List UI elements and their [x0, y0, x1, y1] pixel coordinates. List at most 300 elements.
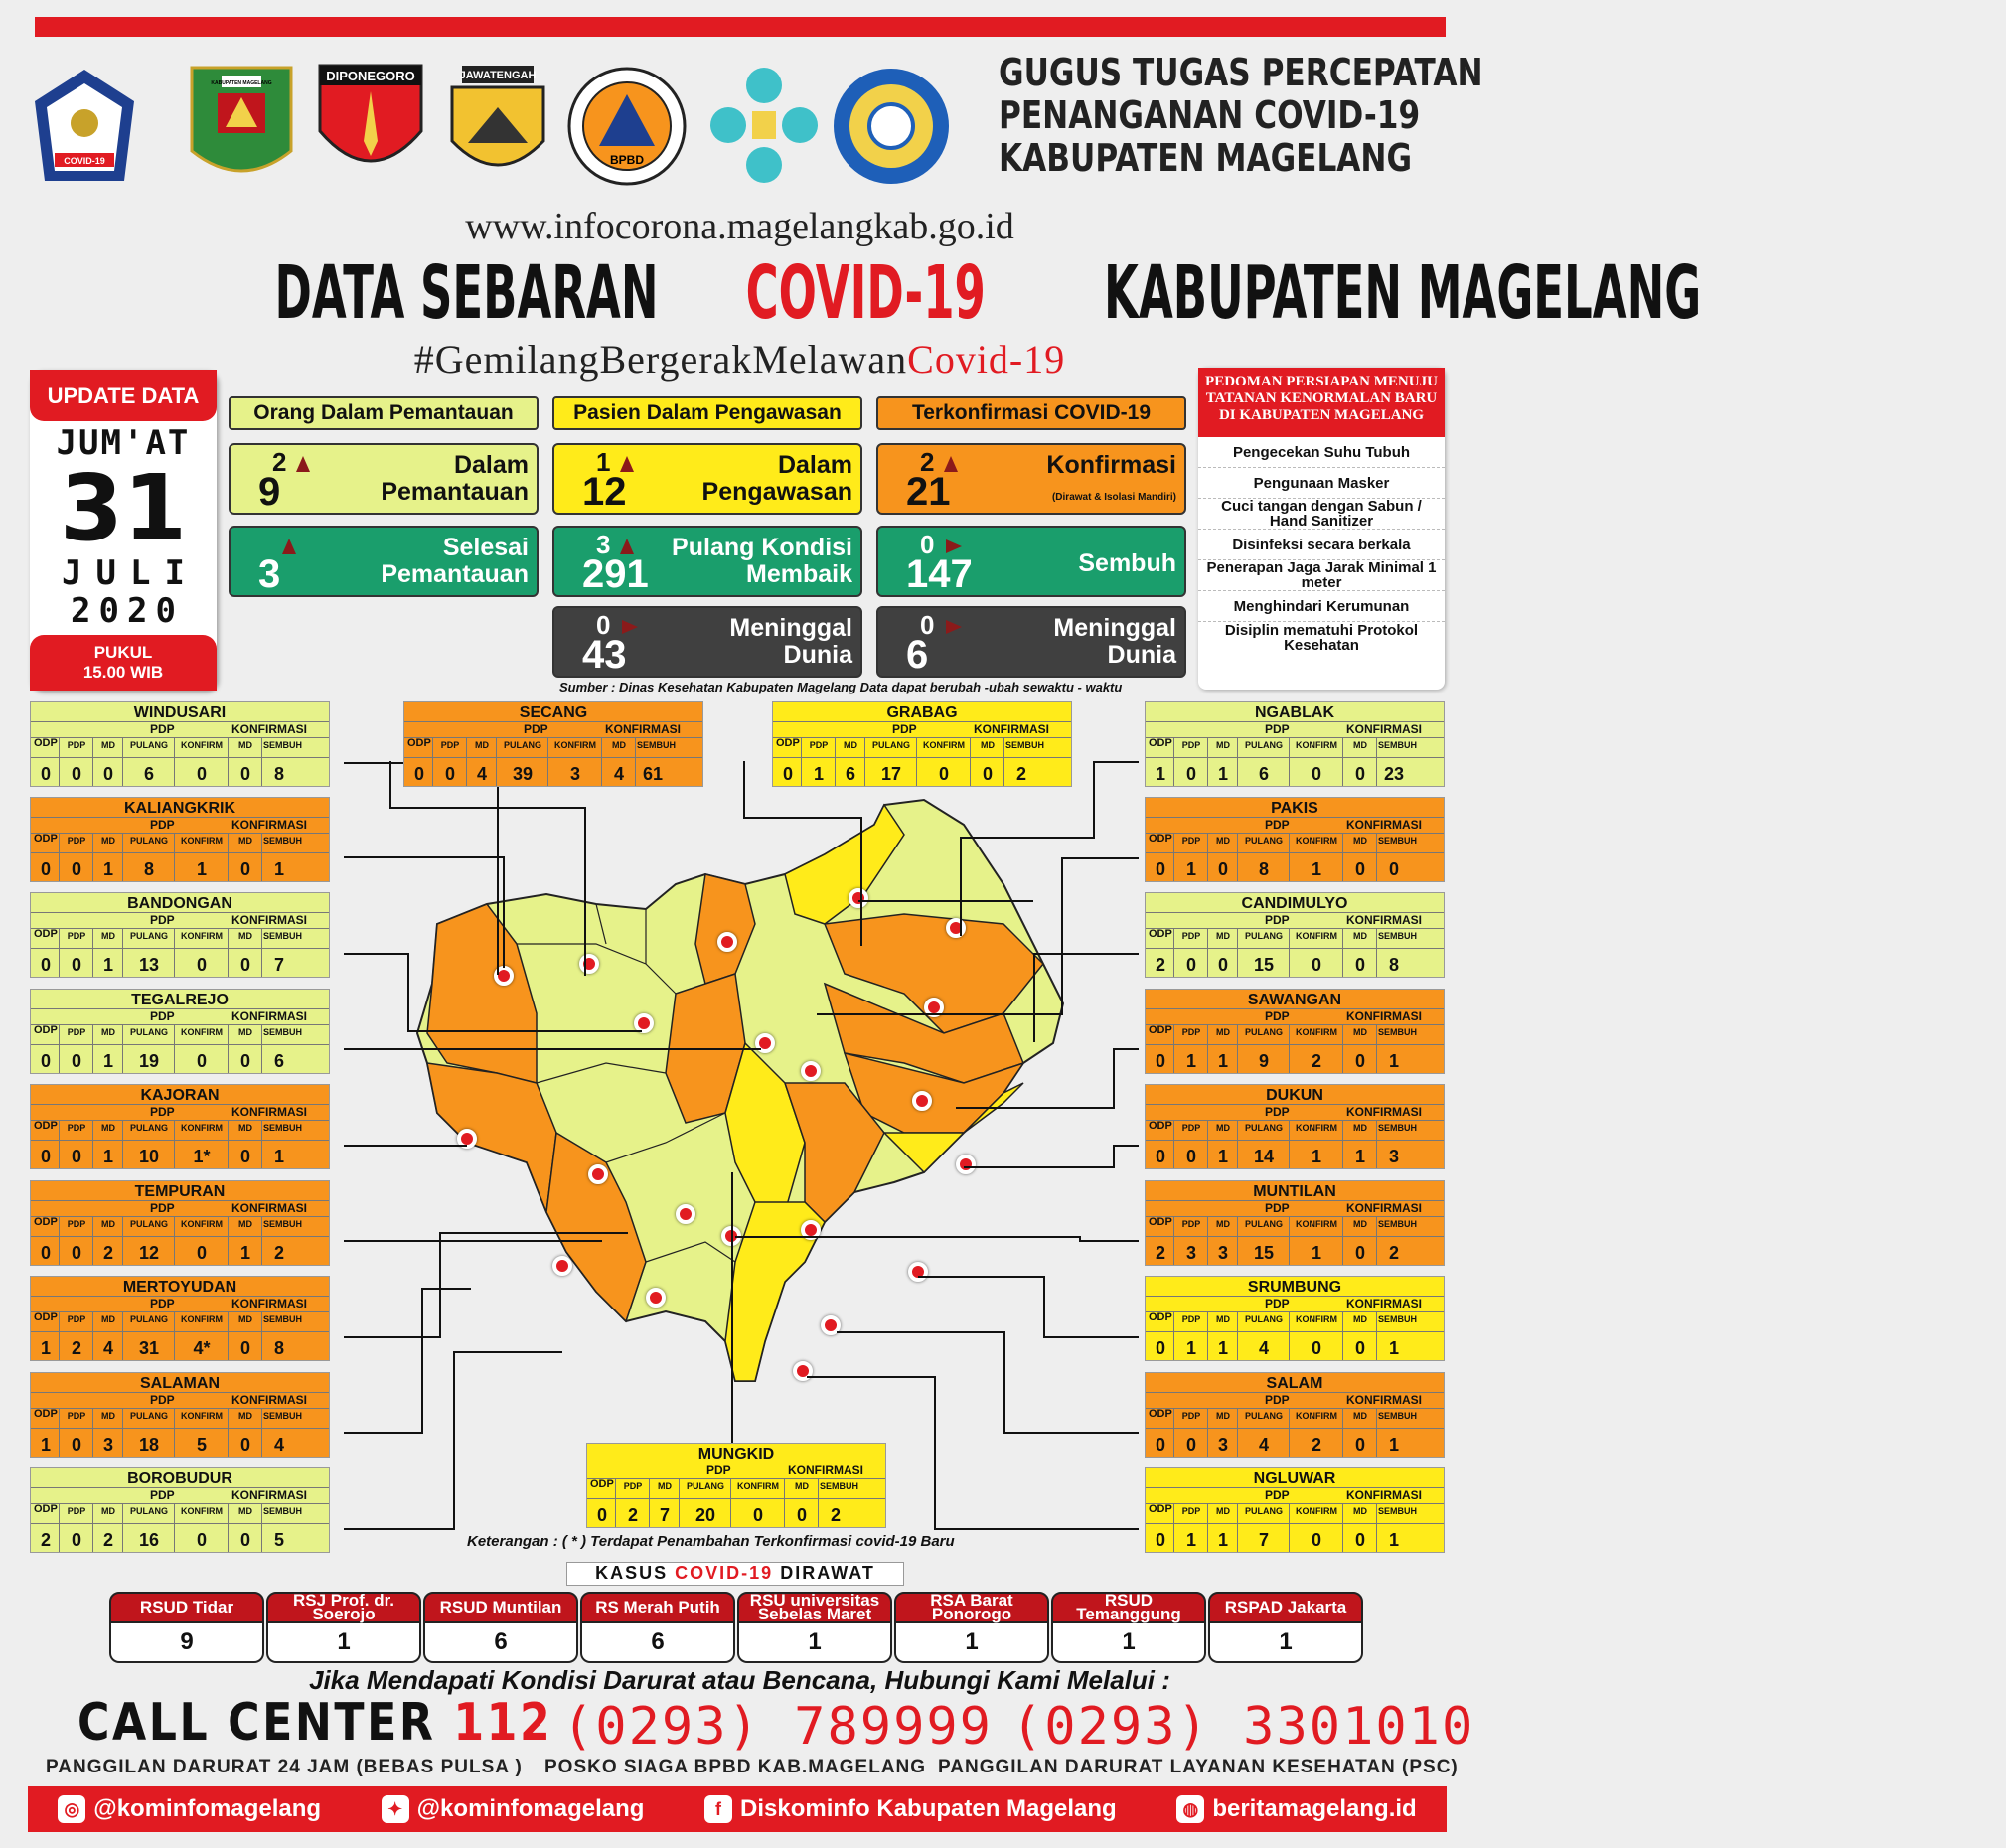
cell-value: 0	[1155, 1338, 1165, 1358]
hospital-card	[109, 1592, 264, 1663]
column-label: PDP	[1181, 740, 1201, 750]
cell-value: 0	[40, 1051, 51, 1071]
district-name: TEMPURAN	[134, 1183, 226, 1200]
column-label: PULANG	[130, 1411, 168, 1421]
svg-text:BPBD: BPBD	[609, 153, 645, 167]
odp-label: ODP	[1149, 928, 1172, 940]
column-label: PDP	[67, 1219, 86, 1229]
column-label: SEMBUH	[1378, 740, 1418, 750]
phone-psc[interactable]: (0293) 3301010	[1011, 1697, 1475, 1757]
district-name: MUNTILAN	[1253, 1183, 1336, 1200]
update-date-card	[30, 370, 217, 691]
pdp-label: PDP	[1265, 1009, 1290, 1023]
konfirmasi-box: 2 21 Konfirmasi (Dirawat & Isolasi Mandiri)	[876, 443, 1186, 515]
pdp-label: PDP	[892, 722, 917, 736]
column-label: KONFIRM	[737, 1481, 779, 1491]
cell-value: 2	[273, 1243, 284, 1263]
pedoman-item: Pengecekan Suhu Tubuh	[1198, 437, 1445, 468]
map-marker[interactable]	[579, 954, 599, 974]
cell-value: 0	[413, 764, 424, 784]
website-url[interactable]: www.infocorona.magelangkab.go.id	[465, 206, 1014, 247]
cell-value: 14	[1253, 1147, 1275, 1166]
column-label: MD	[1216, 740, 1230, 750]
cell-value: 2	[102, 1530, 113, 1550]
column-label: PULANG	[130, 1123, 168, 1133]
cell-value: 0	[71, 1051, 81, 1071]
column-label: MD	[981, 740, 995, 750]
cell-value: 6	[1258, 764, 1269, 784]
hospital-card	[1208, 1592, 1363, 1663]
hospital-count: 1	[266, 1623, 421, 1663]
district-table-windusari	[30, 701, 330, 787]
column-label: MD	[1216, 1411, 1230, 1421]
up-arrow-icon	[296, 456, 310, 472]
cell-value: 7	[659, 1505, 670, 1525]
cell-value: 1	[102, 1051, 113, 1071]
cell-value: 0	[239, 1435, 250, 1455]
cell-value: 6	[273, 1051, 284, 1071]
column-label: MD	[1216, 1314, 1230, 1324]
cell-value: 7	[273, 955, 284, 975]
cell-value: 3	[1217, 1435, 1228, 1455]
pdp-meninggal-box: 0 43 Meninggal Dunia	[552, 606, 862, 678]
cell-value: 1	[1217, 1338, 1228, 1358]
cell-value: 5	[196, 1435, 207, 1455]
district-name: CANDIMULYO	[1241, 895, 1348, 912]
odp-label: ODP	[34, 833, 58, 845]
map-marker[interactable]	[912, 1091, 932, 1111]
odp-label: ODP	[34, 1216, 58, 1228]
map-marker[interactable]	[956, 1155, 976, 1174]
cell-value: 0	[782, 764, 793, 784]
column-label: SEMBUH	[1378, 1219, 1418, 1229]
konfirmasi-label: KONFIRMASI	[231, 1105, 307, 1119]
cell-value: 1	[102, 955, 113, 975]
odp-label: ODP	[1149, 1024, 1172, 1036]
cell-value: 2	[1311, 1435, 1321, 1455]
hospital-name: RSUD Temanggung	[1051, 1592, 1206, 1623]
cell-value: 0	[1155, 859, 1165, 879]
column-label: SEMBUH	[263, 931, 303, 941]
odp-label: ODP	[34, 1408, 58, 1420]
hospital-name: RSA Barat Ponorogo	[894, 1592, 1049, 1623]
right-arrow-icon	[946, 620, 962, 634]
cell-value: 0	[1311, 1338, 1321, 1358]
district-table-secang	[403, 701, 703, 787]
cell-value: 0	[196, 1051, 207, 1071]
column-label: PULANG	[130, 836, 168, 846]
pedoman-item: Disinfeksi secara berkala	[1198, 530, 1445, 560]
cell-value: 0	[1185, 1147, 1196, 1166]
cell-value: 0	[1185, 1435, 1196, 1455]
cell-value: 1	[1217, 1051, 1228, 1071]
column-label: PULANG	[1245, 1219, 1283, 1229]
column-label: MD	[1353, 1027, 1367, 1037]
emergency-text: Jika Mendapati Kondisi Darurat atau Bencana, Hubungi Kami Melalui :	[309, 1665, 1170, 1695]
twitter-link[interactable]: ✦ @kominfomagelang	[382, 1795, 645, 1823]
column-label: PULANG	[1245, 1506, 1283, 1516]
column-label: SEMBUH	[637, 740, 677, 750]
column-label: SEMBUH	[1005, 740, 1045, 750]
facebook-link[interactable]: f Diskominfo Kabupaten Magelang	[704, 1795, 1117, 1823]
svg-text:JAWATENGAH: JAWATENGAH	[459, 70, 537, 81]
odp-label: ODP	[34, 737, 58, 749]
cell-value: 61	[642, 764, 664, 784]
column-label: MD	[1216, 1123, 1230, 1133]
cell-value: 0	[196, 955, 207, 975]
cell-value: 0	[1311, 955, 1321, 975]
cell-value: 1	[1354, 1147, 1365, 1166]
cell-value: 0	[1155, 1530, 1165, 1550]
up-arrow-icon	[282, 539, 296, 554]
map-marker[interactable]	[588, 1164, 608, 1184]
column-label: SEMBUH	[263, 740, 303, 750]
pkk-logo	[837, 62, 946, 191]
district-table-tegalrejo	[30, 989, 330, 1074]
cell-value: 1	[1185, 1338, 1196, 1358]
data-source: Sumber : Dinas Kesehatan Kabupaten Magelang Data dapat berubah -ubah sewaktu - waktu	[559, 680, 1123, 694]
district-table-candimulyo	[1145, 892, 1445, 978]
cell-value: 0	[796, 1505, 807, 1525]
column-label: KONFIRM	[1296, 1411, 1337, 1421]
column-label: KONFIRM	[1296, 740, 1337, 750]
map-marker[interactable]	[646, 1288, 666, 1308]
pdp-label: PDP	[150, 913, 175, 927]
column-label: KONFIRM	[1296, 836, 1337, 846]
cell-value: 15	[1253, 1243, 1275, 1263]
cell-value: 17	[880, 764, 902, 784]
odp-label: ODP	[776, 737, 800, 749]
cell-value: 0	[1354, 1243, 1365, 1263]
hashtag: #GemilangBergerakMelawanCovid-19	[413, 337, 1066, 382]
cell-value: 15	[1253, 955, 1275, 975]
konfirmasi-label: KONFIRMASI	[231, 1393, 307, 1407]
cell-value: 0	[71, 1147, 81, 1166]
district-table-sawangan	[1145, 989, 1445, 1074]
odp-label: ODP	[34, 1311, 58, 1323]
cell-value: 0	[1354, 955, 1365, 975]
cell-value: 0	[1155, 1435, 1165, 1455]
cell-value: 5	[273, 1530, 284, 1550]
column-label: KONFIRM	[181, 1411, 223, 1421]
cell-value: 4	[613, 764, 624, 784]
column-label: KONFIRM	[554, 740, 596, 750]
cell-value: 1	[1388, 1435, 1399, 1455]
call-center[interactable]: CALL CENTER 112	[77, 1693, 553, 1753]
column-label: MD	[101, 1219, 115, 1229]
konfirmasi-label: KONFIRMASI	[1346, 1201, 1422, 1215]
konfirmasi-label: KONFIRMASI	[974, 722, 1049, 736]
column-label: PULANG	[1245, 1123, 1283, 1133]
district-name: KAJORAN	[140, 1087, 220, 1104]
odp-label: ODP	[1149, 1408, 1172, 1420]
column-label: PULANG	[1245, 836, 1283, 846]
cell-value: 3	[569, 764, 580, 784]
update-header: UPDATE DATA	[30, 370, 217, 421]
cell-value: 1	[1388, 1051, 1399, 1071]
cell-value: 6	[845, 764, 855, 784]
map-marker[interactable]	[946, 918, 966, 938]
instagram-link[interactable]: ◎ @kominfomagelang	[58, 1795, 321, 1823]
hospital-card	[266, 1592, 421, 1663]
column-label: PDP	[67, 1027, 86, 1037]
cell-value: 3	[1185, 1243, 1196, 1263]
cell-value: 0	[239, 1338, 250, 1358]
column-label: PDP	[1181, 836, 1201, 846]
map-marker[interactable]	[755, 1033, 775, 1053]
map-marker[interactable]	[849, 888, 868, 908]
column-label: SEMBUH	[263, 836, 303, 846]
cell-value: 2	[830, 1505, 841, 1525]
pedoman-item: Penerapan Jaga Jarak Minimal 1 meter	[1198, 560, 1445, 591]
instagram-icon: ◎	[58, 1795, 85, 1823]
cell-value: 0	[752, 1505, 763, 1525]
konfirmasi-label: KONFIRMASI	[231, 1488, 307, 1502]
odp-label: ODP	[407, 737, 431, 749]
district-map	[407, 785, 1103, 1441]
odp-dalam-box: 2 9 Dalam Pemantauan	[229, 443, 539, 515]
pdp-label: PDP	[1265, 1201, 1290, 1215]
konfirmasi-label: KONFIRMASI	[1346, 722, 1422, 736]
odp-label: ODP	[590, 1478, 614, 1490]
column-label: MD	[238, 1314, 252, 1324]
column-label: KONFIRM	[181, 1314, 223, 1324]
district-name: MERTOYUDAN	[122, 1279, 237, 1296]
konfirmasi-label: KONFIRMASI	[1346, 1009, 1422, 1023]
column-label: MD	[1353, 1219, 1367, 1229]
column-label: PDP	[67, 1411, 86, 1421]
pdp-label: PDP	[706, 1463, 731, 1477]
district-name: BOROBUDUR	[127, 1470, 232, 1487]
update-time: PUKUL 15.00 WIB	[30, 635, 217, 691]
cell-value: 0	[71, 1530, 81, 1550]
map-marker[interactable]	[717, 932, 737, 952]
column-label: PULANG	[130, 740, 168, 750]
social-footer	[28, 1786, 1447, 1832]
cell-value: 0	[239, 1530, 250, 1550]
column-label: MD	[101, 836, 115, 846]
odp-label: ODP	[1149, 1311, 1172, 1323]
cell-value: 1	[813, 764, 824, 784]
column-label: MD	[1216, 836, 1230, 846]
cell-value: 1	[1311, 1147, 1321, 1166]
district-name: BANDONGAN	[127, 895, 232, 912]
cell-value: 2	[1155, 1243, 1165, 1263]
hospital-name: RSPAD Jakarta	[1208, 1592, 1363, 1623]
pedoman-item: Cuci tangan dengan Sabun / Hand Sanitizer	[1198, 499, 1445, 530]
cell-value: 7	[1258, 1530, 1269, 1550]
column-label: KONFIRM	[1296, 1219, 1337, 1229]
cell-value: 6	[143, 764, 154, 784]
pedoman-item: Disiplin mematuhi Protokol Kesehatan	[1224, 621, 1419, 654]
cell-value: 8	[273, 1338, 284, 1358]
cell-value: 2	[1311, 1051, 1321, 1071]
column-label: PULANG	[1245, 1027, 1283, 1037]
district-table-bandongan	[30, 892, 330, 978]
pdp-label: PDP	[150, 722, 175, 736]
column-label: MD	[238, 1506, 252, 1516]
column-label: PDP	[1181, 1411, 1201, 1421]
district-name: SAWANGAN	[1247, 992, 1342, 1008]
cell-value: 0	[1354, 1435, 1365, 1455]
cell-value: 1	[1388, 1530, 1399, 1550]
konfirmasi-label: KONFIRMASI	[231, 913, 307, 927]
column-label: PDP	[67, 740, 86, 750]
column-label: KONFIRM	[1296, 1314, 1337, 1324]
cell-value: 1	[102, 859, 113, 879]
column-label: MD	[658, 1481, 672, 1491]
svg-text:COVID-19: COVID-19	[64, 156, 105, 166]
column-label: MD	[238, 836, 252, 846]
konfirmasi-label: KONFIRMASI	[231, 818, 307, 832]
kabupaten-magelang-logo	[187, 62, 296, 191]
cell-value: 0	[40, 1147, 51, 1166]
district-name: SECANG	[519, 704, 588, 721]
column-label: PULANG	[130, 931, 168, 941]
cell-value: 1	[102, 1147, 113, 1166]
cell-value: 0	[1185, 955, 1196, 975]
pdp-label: PDP	[150, 1009, 175, 1023]
hospital-count: 6	[423, 1623, 578, 1663]
odp-label: ODP	[1149, 1120, 1172, 1132]
polda-jateng-logo	[443, 62, 552, 191]
cell-value: 0	[1354, 1338, 1365, 1358]
cell-value: 8	[143, 859, 154, 879]
konfirmasi-label: KONFIRMASI	[1346, 1105, 1422, 1119]
map-marker[interactable]	[908, 1262, 928, 1282]
org-title: GUGUS TUGAS PERCEPATAN PENANGANAN COVID-19 KABUPATEN MAGELANG	[999, 51, 1483, 180]
odp-label: ODP	[1149, 1503, 1172, 1515]
odp-selesai-box: 3 Selesai Pemantauan	[229, 526, 539, 597]
update-month: JULI	[62, 553, 199, 593]
hospital-count: 9	[109, 1623, 264, 1663]
cell-value: 0	[1311, 764, 1321, 784]
keterangan-note: Keterangan : ( * ) Terdapat Penambahan Terkonfirmasi covid-19 Baru	[467, 1533, 955, 1550]
cell-value: 0	[1217, 859, 1228, 879]
cell-value: 3	[102, 1435, 113, 1455]
district-table-salam	[1145, 1372, 1445, 1458]
konfirmasi-label: KONFIRMASI	[605, 722, 681, 736]
column-label: MD	[795, 1481, 809, 1491]
column-label: MD	[1216, 931, 1230, 941]
cell-value: 4	[1258, 1338, 1269, 1358]
pedoman-panel	[1198, 368, 1445, 690]
cell-value: 3	[1217, 1243, 1228, 1263]
cell-value: 0	[1354, 764, 1365, 784]
hospital-name: RSU universitas Sebelas Maret	[737, 1592, 892, 1623]
cell-value: 1	[40, 1435, 51, 1455]
column-label: PDP	[809, 740, 829, 750]
pdp-pulang-box: 3 291 Pulang Kondisi Membaik	[552, 526, 862, 597]
column-label: MD	[238, 1411, 252, 1421]
column-label: MD	[101, 740, 115, 750]
cell-value: 1	[239, 1243, 250, 1263]
column-label: MD	[1353, 1123, 1367, 1133]
cell-value: 13	[138, 955, 160, 975]
cell-value: 0	[71, 1243, 81, 1263]
cell-value: 0	[239, 764, 250, 784]
district-table-dukun	[1145, 1084, 1445, 1169]
column-label: SEMBUH	[1378, 1411, 1418, 1421]
cell-value: 0	[71, 1435, 81, 1455]
district-table-borobudur	[30, 1467, 330, 1553]
pdp-dalam-box: 1 12 Dalam Pengawasan	[552, 443, 862, 515]
column-label: PULANG	[504, 740, 541, 750]
column-label: MD	[101, 1411, 115, 1421]
cell-value: 1	[1388, 1338, 1399, 1358]
cell-value: 1	[273, 859, 284, 879]
column-label: PULANG	[872, 740, 910, 750]
column-label: SEMBUH	[1378, 1123, 1418, 1133]
hospital-count: 6	[580, 1623, 735, 1663]
column-label: PULANG	[130, 1506, 168, 1516]
column-label: MD	[238, 1123, 252, 1133]
column-label: KONFIRM	[1296, 1506, 1337, 1516]
update-date: 31	[59, 455, 188, 561]
top-bar	[35, 17, 1446, 37]
column-label: PDP	[1181, 931, 1201, 941]
phone-bpbd[interactable]: (0293) 789999	[562, 1697, 993, 1757]
cell-value: 8	[273, 764, 284, 784]
hospital-count: 1	[737, 1623, 892, 1663]
column-label: MD	[1353, 1411, 1367, 1421]
column-label: KONFIRM	[1296, 1123, 1337, 1133]
district-name: NGABLAK	[1255, 704, 1334, 721]
website-link[interactable]: ◍ beritamagelang.id	[1176, 1795, 1416, 1823]
cell-value: 3	[1388, 1147, 1399, 1166]
map-marker[interactable]	[676, 1204, 695, 1224]
cell-value: 1	[273, 1147, 284, 1166]
column-label: PULANG	[1245, 1411, 1283, 1421]
cell-value: 1	[1155, 764, 1165, 784]
district-name: SALAM	[1266, 1375, 1323, 1392]
konfirmasi-label: KONFIRMASI	[1346, 818, 1422, 832]
cell-value: 9	[1258, 1051, 1269, 1071]
cell-value: 4	[1258, 1435, 1269, 1455]
phone-bpbd-caption: POSKO SIAGA BPBD KAB.MAGELANG	[544, 1757, 927, 1777]
column-label: PULANG	[130, 1219, 168, 1229]
column-label: PDP	[1181, 1123, 1201, 1133]
cell-value: 0	[444, 764, 455, 784]
cell-value: 0	[102, 764, 113, 784]
district-table-grabag	[772, 701, 1072, 787]
map-marker[interactable]	[793, 1361, 813, 1381]
column-label: MD	[475, 740, 489, 750]
hospital-card	[580, 1592, 735, 1663]
district-name: GRABAG	[886, 704, 958, 721]
page-title: DATA SEBARANCOVID-19KABUPATEN MAGELANG	[274, 250, 1702, 336]
map-marker[interactable]	[552, 1256, 572, 1276]
cell-value: 0	[196, 1530, 207, 1550]
cell-value: 1	[196, 859, 207, 879]
column-label: MD	[101, 1123, 115, 1133]
column-label: SEMBUH	[263, 1219, 303, 1229]
column-label: PULANG	[687, 1481, 724, 1491]
district-table-ngluwar	[1145, 1467, 1445, 1553]
district-name: DUKUN	[1266, 1087, 1323, 1104]
hospital-card	[423, 1592, 578, 1663]
cell-value: 0	[1155, 1051, 1165, 1071]
map-marker[interactable]	[801, 1061, 821, 1081]
cell-value: 4	[102, 1338, 113, 1358]
column-label: MD	[101, 1506, 115, 1516]
district-name: KALIANGKRIK	[124, 800, 235, 817]
cell-value: 0	[40, 1243, 51, 1263]
column-label: KONFIRM	[923, 740, 965, 750]
column-label: PULANG	[130, 1314, 168, 1324]
column-label: PDP	[1181, 1506, 1201, 1516]
cell-value: 0	[40, 955, 51, 975]
